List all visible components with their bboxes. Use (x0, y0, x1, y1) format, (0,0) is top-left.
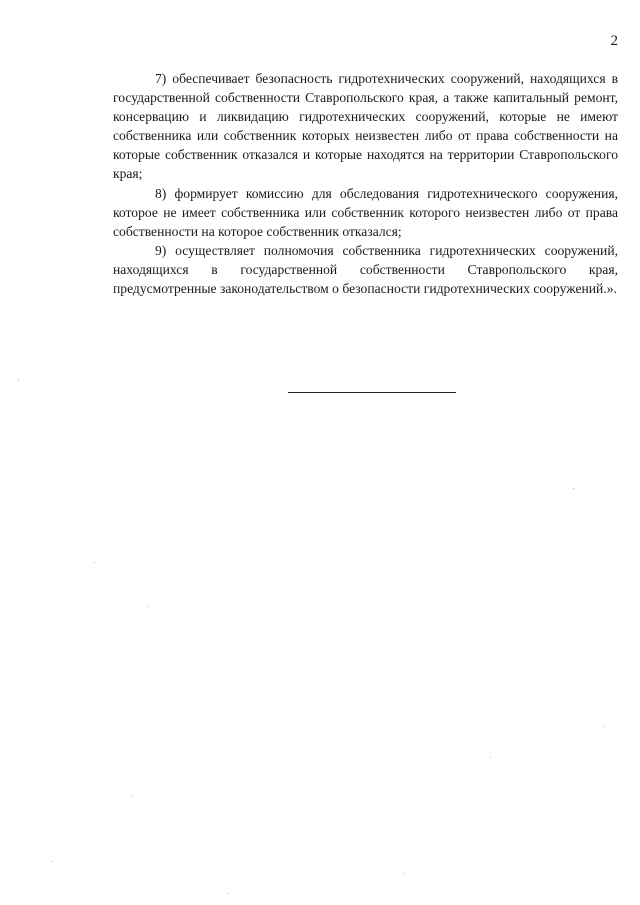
body-text (113, 69, 618, 298)
scan-speck (228, 893, 229, 894)
scan-speck (147, 606, 148, 607)
page-number: 2 (610, 33, 618, 49)
paragraph-item-7: 7) обеспечивает безопасность гидротехнических сооружений, находящихся в государственной собственности Ставропольского края, а также капитальный ремонт, консервацию и ликвидацию гидротехнических сооружений, которые не имеют собственника или собственник которых неизвестен либо от права собственности на которые собственник отказался и которые находятся на территории Ставропольского края; (113, 71, 618, 182)
paragraph-item-8: 8) формирует комиссию для обследования гидротехнического сооружения, которое не имеет собственника или собственник которого неизвестен либо от права собственности на которое собственник отказался; (113, 185, 618, 239)
scan-speck (18, 380, 19, 381)
paragraph-item-9: 9) осуществляет полномочия собственника гидротехнических сооружений, находящихся в государственной собственности Ставропольского края, предусмотренные законодательством о безопасности гидротехнических сооружений.». (113, 242, 618, 297)
scan-speck (94, 562, 95, 563)
scan-speck (52, 861, 53, 862)
scan-speck (490, 757, 491, 758)
scan-speck (132, 795, 133, 796)
closing-separator-line (288, 392, 456, 393)
scan-speck (404, 873, 405, 874)
scan-speck (573, 488, 574, 489)
scan-speck (604, 726, 605, 727)
